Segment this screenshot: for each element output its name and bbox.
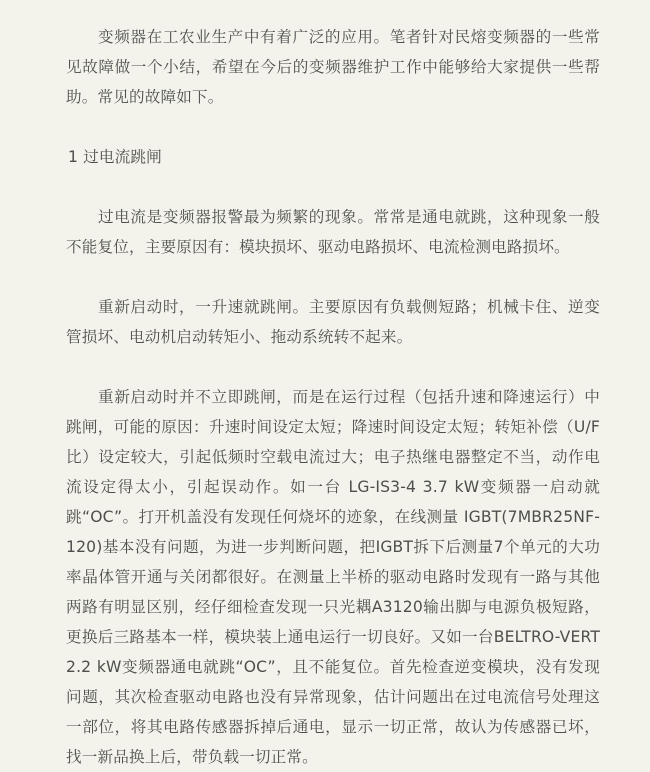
- paragraph-1: 过电流是变频器报警最为频繁的现象。常常是通电就跳，这种现象一般不能复位，主要原因有：模块损坏、驱动电路损坏、电流检测电路损坏。: [66, 208, 600, 256]
- section-1-heading: 1 过电流跳闸: [68, 148, 162, 166]
- paragraph-2: 重新启动时，一升速就跳闸。主要原因有负载侧短路；机械卡住、逆变管损坏、电动机启动转矩小、拖动系统转不起来。: [66, 298, 600, 346]
- paragraph-3: 重新启动时并不立即跳闸，而是在运行过程（包括升速和降速运行）中跳闸，可能的原因：升速时间设定太短；降速时间设定太短；转矩补偿（U/F比）设定较大，引起低频时空载电流过大；电子热继电器整定不当，动作电流设定得太小，引起误动作。如一台 LG-IS3-4 3.7 kW变频器一启动就跳“OC”。打开机盖没有发现任何烧坏的迹象，在线测量 IGBT(7MBR25NF-120)基本没有问题，为进一步判断问题，把IGBT拆下后测量7个单元的大功率晶体管开通与关闭都很好。在测量上半桥的驱动电路时发现有一路与其他两路有明显区别，经仔细检查发现一只光耦A3120输出脚与电源负极短路，更换后三路基本一样，模块装上通电运行一切良好。又如一台BELTRO-VERT 2.2 kW变频器通电就跳“OC”，且不能复位。首先检查逆变模块，没有发现问题，其次检查驱动电路也没有异常现象，估计问题出在过电流信号处理这一部位，将其电路传感器拆掉后通电，显示一切正常，故认为传感器已坏，找一新品换上后，带负载一切正常。: [66, 388, 600, 766]
- intro-paragraph: 变频器在工农业生产中有着广泛的应用。笔者针对民熔变频器的一些常见故障做一个小结，希望在今后的变频器维护工作中能够给大家提供一些帮助。常见的故障如下。: [66, 28, 600, 106]
